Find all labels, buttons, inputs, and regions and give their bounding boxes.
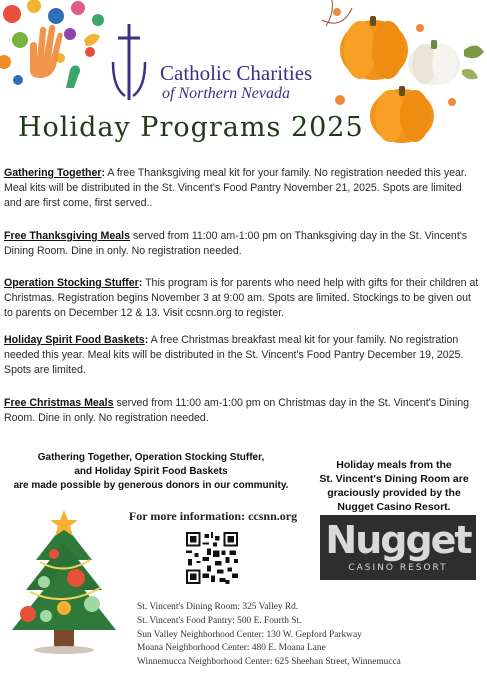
program-name: Gathering Together <box>4 167 102 179</box>
page-title: Holiday Programs 2025 <box>18 112 364 143</box>
donors-line: and Holiday Spirit Food Baskets <box>74 466 228 477</box>
dining-line: Holiday meals from the <box>336 459 452 471</box>
christmas-tree-icon <box>6 506 121 656</box>
program-desc: A free Christmas breakfast meal kit for your family. No registration needed this year. Meal kits will be distributed in the St. Vincent's Food Pantry December 19, 2025. Spots are limited. <box>4 334 464 376</box>
cross-logo <box>108 22 150 102</box>
hands-decoration <box>0 0 110 90</box>
more-info: For more information: ccsnn.org <box>128 509 298 523</box>
program-free-thanksgiving-meals <box>4 229 482 259</box>
program-operation-stocking-stuffer <box>4 276 482 321</box>
donors-note <box>2 451 300 493</box>
program-desc: served from 11:00 am-1:00 pm on Thanksgiving day in the St. Vincent's Dining Room. Dine in only. No registration needed. <box>4 230 468 257</box>
program-sep: : <box>138 277 143 289</box>
address-line: St. Vincent's Dining Room: 325 Valley Rd. <box>137 602 299 612</box>
dining-line: graciously provided by the <box>327 487 461 499</box>
program-gathering-together <box>4 166 482 211</box>
address-line: St. Vincent's Food Pantry: 500 E. Fourth St. <box>137 615 302 626</box>
address-line: Moana Neighborhood Center: 480 E. Moana Lane <box>137 643 326 654</box>
dining-line: St. Vincent's Dining Room are <box>319 473 469 485</box>
program-name: Free Christmas Meals <box>4 397 114 409</box>
program-holiday-spirit-food-baskets <box>4 333 482 378</box>
dining-line: Nugget Casino Resort. <box>337 501 451 513</box>
program-sep: : <box>101 167 106 179</box>
donors-line: are made possible by generous donors in our community. <box>13 480 289 491</box>
program-desc: served from 11:00 am-1:00 pm on Christmas day in the St. Vincent's Dining Room. Dine in only. No registration needed. <box>4 397 470 424</box>
address-line: Sun Valley Neighborhood Center: 130 W. Gepford Parkway <box>137 629 362 640</box>
org-name: Catholic Charities <box>160 61 313 85</box>
org-region: of Northern Nevada <box>162 85 290 102</box>
program-name: Holiday Spirit Food Baskets <box>4 334 145 346</box>
donors-line: Gathering Together, Operation Stocking Stuffer, <box>37 452 265 463</box>
program-desc: This program is for parents who need help with gifts for their children at Christmas. Registration begins November 3 at 9:00 am. Spots are limited. Stockings to be given out to parents on December 12 & 13. Visit ccsnn.org to register. <box>4 277 479 319</box>
sponsor-tagline: CASINO RESORT <box>348 563 448 573</box>
qr-code[interactable] <box>186 532 238 584</box>
program-sep: : <box>144 334 149 346</box>
program-name: Operation Stocking Stuffer <box>4 277 139 289</box>
program-name: Free Thanksgiving Meals <box>4 230 130 242</box>
program-desc: A free Thanksgiving meal kit for your family. No registration needed this year. Meal kits will be distributed in the St. Vincent's Food Pantry November 21, 2025. Spots are limited and are first come, first served.. <box>4 167 467 209</box>
program-free-christmas-meals <box>4 396 482 426</box>
address-line: Winnemucca Neighborhood Center: 625 Sheehan Street, Winnemucca <box>137 657 401 668</box>
dining-note <box>306 458 482 514</box>
sponsor-word: Nugget <box>325 518 471 562</box>
